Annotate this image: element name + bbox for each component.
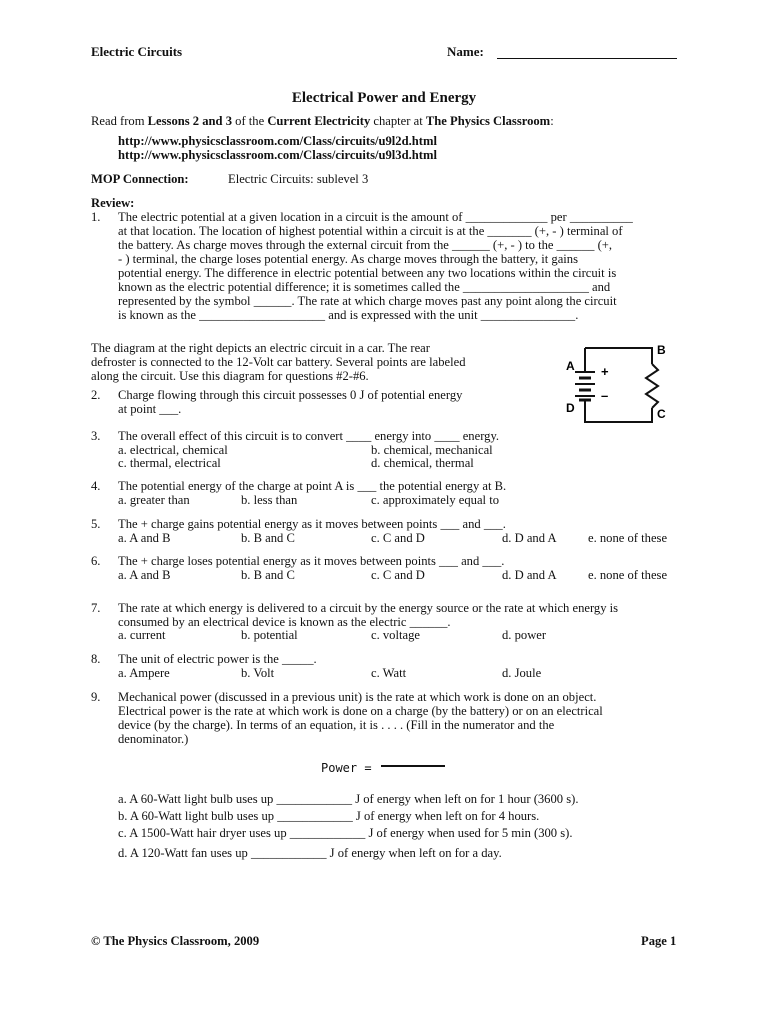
intro-site: The Physics Classroom [425,114,551,128]
q6-number: 6. [91,554,101,568]
q9-line: Mechanical power (discussed in a previous unit) is the rate at which work is done on an object. [118,690,597,704]
circuit-label-b: B [657,343,666,357]
resistor-icon [646,364,658,408]
mop-value: Electric Circuits: sublevel 3 [228,172,369,186]
q7-number: 7. [91,601,101,615]
diagram-intro-line: defroster is connected to the 12-Volt car battery. Several points are labeled [91,355,466,369]
header-course: Electric Circuits [91,44,183,59]
q4-number: 4. [91,479,101,493]
q3-option-c[interactable]: c. thermal, electrical [118,456,221,470]
q8-option-b[interactable]: b. Volt [241,666,275,680]
q1-line: at that location. The location of highest potential within a circuit is at the _______ (+, - ) terminal of [118,224,623,238]
power-equation-label: Power = [321,761,372,775]
intro-read-from: Read from [91,114,148,128]
q4-option-c[interactable]: c. approximately equal to [371,493,499,507]
q8-option-d[interactable]: d. Joule [502,666,542,680]
q7-option-c[interactable]: c. voltage [371,628,420,642]
battery-minus: – [601,388,609,403]
q3-stem: The overall effect of this circuit is to convert ____ energy into ____ energy. [118,429,500,443]
q6-option-e[interactable]: e. none of these [588,568,668,582]
q5-stem: The + charge gains potential energy as it moves between points ___ and ___. [118,517,506,531]
q9-line: denominator.) [118,732,189,746]
q9-part-d: d. A 120-Watt fan uses up ____________ J of energy when left on for a day. [118,846,502,860]
q6-option-a[interactable]: a. A and B [118,568,171,582]
q7-option-d[interactable]: d. power [502,628,547,642]
name-label: Name: [447,44,484,59]
q1-number: 1. [91,210,101,224]
q7-line: consumed by an electrical device is known as the electric ______. [118,615,451,629]
q6-option-b[interactable]: b. B and C [241,568,295,582]
q1-line: - ) terminal, the charge loses potential energy. As charge moves through the battery, it gains [118,252,579,266]
circuit-wire-bottom [585,400,652,422]
fraction-bar [381,765,445,767]
circuit-diagram [565,338,675,430]
q9-part-b: b. A 60-Watt light bulb uses up ____________ J of energy when left on for 4 hours. [118,809,540,823]
q9-number: 9. [91,690,101,704]
q1-line: represented by the symbol ______. The rate at which charge moves past any point along the circuit [118,294,617,308]
q7-option-b[interactable]: b. potential [241,628,298,642]
q5-number: 5. [91,517,101,531]
q5-option-d[interactable]: d. D and A [502,531,557,545]
intro-line [91,114,554,129]
q5-option-e[interactable]: e. none of these [588,531,668,545]
page-title: Electrical Power and Energy [291,90,477,106]
q8-stem: The unit of electric power is the _____. [118,652,317,666]
q4-option-a[interactable]: a. greater than [118,493,190,507]
q2-line: Charge flowing through this circuit possesses 0 J of potential energy [118,388,463,402]
circuit-label-a: A [566,359,575,373]
intro-of-the: of the [232,114,268,128]
url-link-2[interactable]: http://www.physicsclassroom.com/Class/circuits/u9l3d.html [118,148,437,162]
q1-line: the battery. As charge moves through the external circuit from the ______ (+, - ) to the ______ (+, [118,238,613,252]
q8-option-c[interactable]: c. Watt [371,666,407,680]
q9-part-c: c. A 1500-Watt hair dryer uses up ____________ J of energy when used for 5 min (300 s). [118,826,573,840]
q9-part-a: a. A 60-Watt light bulb uses up ____________ J of energy when left on for 1 hour (3600 s). [118,792,579,806]
footer-page-number: Page 1 [641,934,677,948]
q5-option-c[interactable]: c. C and D [371,531,425,545]
q3-number: 3. [91,429,101,443]
footer-copyright: © The Physics Classroom, 2009 [91,934,260,948]
q4-stem: The potential energy of the charge at point A is ___ the potential energy at B. [118,479,507,493]
q1-line: known as the electric potential difference; it is sometimes called the ____________________ and [118,280,611,294]
q9-line: Electrical power is the rate at which work is done on a charge (by the battery) or on an electrical [118,704,603,718]
q3-option-d[interactable]: d. chemical, thermal [371,456,474,470]
q1-line: is known as the ____________________ and is expressed with the unit _______________. [118,308,579,322]
intro-colon: : [550,114,554,128]
circuit-wire-top [585,348,652,364]
q7-line: The rate at which energy is delivered to a circuit by the energy source or the rate at which energy is [118,601,619,615]
q8-option-a[interactable]: a. Ampere [118,666,170,680]
q2-number: 2. [91,388,101,402]
q5-option-b[interactable]: b. B and C [241,531,295,545]
q5-option-a[interactable]: a. A and B [118,531,171,545]
circuit-label-d: D [566,401,575,415]
q7-option-a[interactable]: a. current [118,628,166,642]
q1-line: The electric potential at a given location in a circuit is the amount of _____________ per __________ [118,210,633,224]
intro-chapter-at: chapter at [370,114,426,128]
q6-option-c[interactable]: c. C and D [371,568,425,582]
name-field-line[interactable] [497,58,677,59]
review-label: Review: [91,196,135,210]
intro-chapter: Current Electricity [267,114,371,128]
q9-line: device (by the charge). In terms of an equation, it is . . . . (Fill in the numerator and the [118,718,555,732]
intro-lessons: Lessons 2 and 3 [147,114,232,128]
diagram-intro-line: The diagram at the right depicts an electric circuit in a car. The rear [91,341,430,355]
q3-option-a[interactable]: a. electrical, chemical [118,443,228,457]
url-link-1[interactable]: http://www.physicsclassroom.com/Class/circuits/u9l2d.html [118,134,437,148]
q8-number: 8. [91,652,101,666]
q3-option-b[interactable]: b. chemical, mechanical [371,443,493,457]
circuit-label-c: C [657,407,666,421]
q6-stem: The + charge loses potential energy as it moves between points ___ and ___. [118,554,505,568]
q6-option-d[interactable]: d. D and A [502,568,557,582]
mop-label: MOP Connection: [91,172,189,186]
q2-line: at point ___. [118,402,182,416]
battery-icon [575,372,595,400]
battery-plus: + [601,364,609,379]
q1-line: potential energy. The difference in electric potential between any two locations within the circuit is [118,266,617,280]
q4-option-b[interactable]: b. less than [241,493,298,507]
diagram-intro-line: along the circuit. Use this diagram for questions #2-#6. [91,369,369,383]
